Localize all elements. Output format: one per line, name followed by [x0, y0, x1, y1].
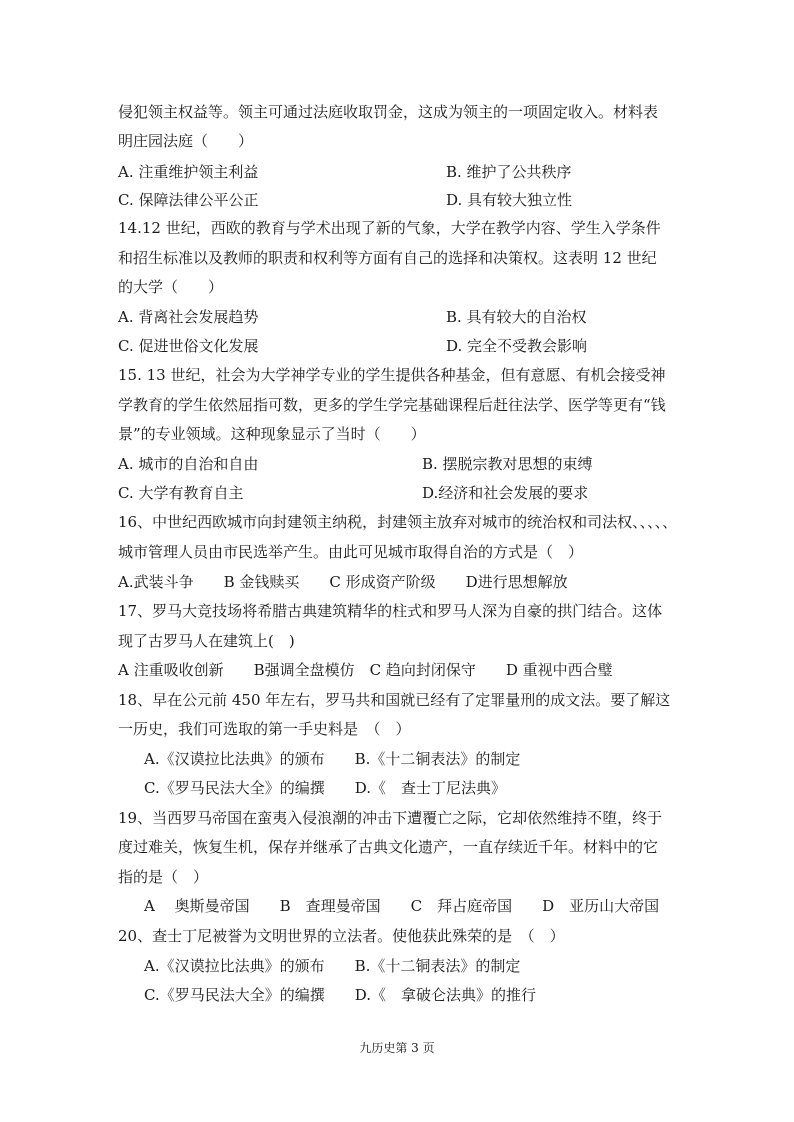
q15-stem-line3: 景”的专业领域。这种现象显示了当时（ ） [118, 425, 426, 443]
q13-stem-line1: 侵犯领主权益等。领主可通过法庭收取罚金，这成为领主的一项固定收入。材料表 [118, 103, 659, 121]
q14-option-c: C. 促进世俗文化发展 [118, 337, 259, 355]
q17-stem-line1: 17、罗马大竞技场将希腊古典建筑精华的柱式和罗马人深为自豪的拱门结合。这体 [118, 602, 663, 620]
q16-options: A.武装斗争 B 金钱赎买 C 形成资产阶级 D进行思想解放 [118, 573, 568, 591]
q18-stem-line2: 一历史，我们可选取的第一手史料是 （ ） [118, 720, 411, 738]
q14-option-d: D. 完全不受教会影响 [446, 337, 588, 355]
q14-option-a: A. 背离社会发展趋势 [118, 308, 259, 326]
q15-option-d: D.经济和社会发展的要求 [422, 484, 589, 502]
page-footer: 九历史第 3 页 [359, 1041, 435, 1055]
q18-options-line1: A.《汉谟拉比法典》的颁布 B.《十二铜表法》的制定 [144, 750, 521, 768]
q16-stem-line1: 16、中世纪西欧城市向封建领主纳税，封建领主放弃对城市的统治权和司法权、、、、、 [118, 513, 678, 531]
q15-option-b: B. 摆脱宗教对思想的束缚 [422, 455, 593, 473]
q14-stem-line3: 的大学（ ） [118, 278, 224, 296]
q19-options: A 奥斯曼帝国 B 查理曼帝国 C 拜占庭帝国 D 亚历山大帝国 [144, 897, 660, 915]
q17-stem-line2: 现了古罗马人在建筑上( ) [118, 632, 295, 650]
q13-option-c: C. 保障法律公平公正 [118, 191, 259, 209]
q15-stem-line2: 学教育的学生依然屈指可数，更多的学生学完基础课程后赶往法学、医学等更有“钱 [118, 396, 666, 414]
q15-option-c: C. 大学有教育自主 [118, 484, 244, 502]
q15-stem-line1: 15. 13 世纪，社会为大学神学专业的学生提供各种基金，但有意愿、有机会接受神 [118, 366, 666, 384]
q19-stem-line1: 19、当西罗马帝国在蛮夷入侵浪潮的冲击下遭覆亡之际，它却依然维持不堕，终于 [118, 809, 663, 827]
q16-stem-line2: 城市管理人员由市民选举产生。由此可见城市取得自治的方式是（ ） [118, 543, 584, 561]
q13-option-b: B. 维护了公共秩序 [446, 163, 572, 181]
q13-stem-line2: 明庄园法庭（ ） [118, 132, 254, 150]
q20-options-line2: C.《罗马民法大全》的编撰 D.《 拿破仑法典》的推行 [144, 986, 536, 1004]
q17-options: A 注重吸收创新 B强调全盘模仿 C 趋向封闭保守 D 重视中西合璧 [118, 661, 613, 679]
q14-stem-line2: 和招生标准以及教师的职责和权利等方面有自己的选择和决策权。这表明 12 世纪 [118, 249, 657, 267]
q15-option-a: A. 城市的自治和自由 [118, 455, 259, 473]
q18-options-line2: C.《罗马民法大全》的编撰 D.《 查士丁尼法典》 [144, 779, 506, 797]
q14-option-b: B. 具有较大的自治权 [446, 308, 587, 326]
q18-stem-line1: 18、早在公元前 450 年左右，罗马共和国就已经有了定罪量刑的成文法。要了解这 [118, 691, 671, 709]
q13-option-a: A. 注重维护领主利益 [118, 163, 259, 181]
q13-option-d: D. 具有较大独立性 [446, 191, 573, 209]
q19-stem-line3: 指的是（ ） [118, 868, 209, 886]
q14-stem-line1: 14.12 世纪，西欧的教育与学术出现了新的气象，大学在教学内容、学生入学条件 [118, 219, 661, 237]
q20-stem-line1: 20、查士丁尼被誉为文明世界的立法者。使他获此殊荣的是 （ ） [118, 927, 565, 945]
q20-options-line1: A.《汉谟拉比法典》的颁布 B.《十二铜表法》的制定 [144, 957, 521, 975]
q19-stem-line2: 度过难关，恢复生机，保存并继承了古典文化遗产，一直存续近千年。材料中的它 [118, 838, 659, 856]
